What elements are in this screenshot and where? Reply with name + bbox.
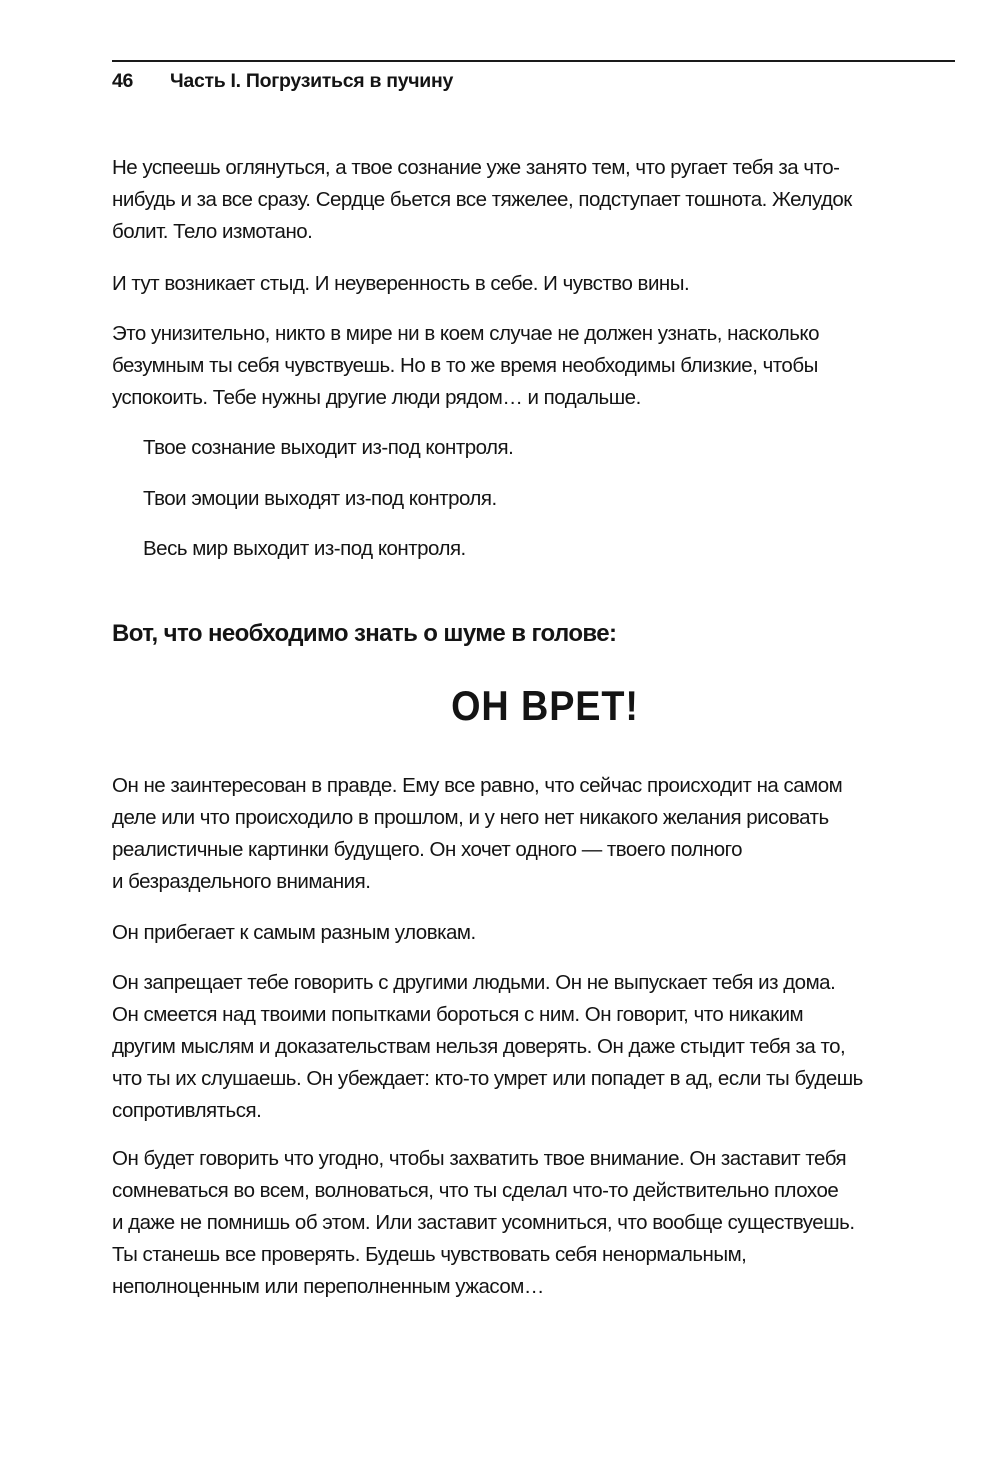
paragraph-4: [112, 770, 970, 898]
text-line: Он будет говорить что угодно, чтобы захватить твое внимание. Он заставит тебя: [112, 1147, 847, 1170]
running-head: [112, 70, 453, 93]
subheading: Вот, что необходимо знать о шуме в голове:: [112, 620, 617, 647]
display-heading: ОН ВРЕТ!: [451, 682, 639, 729]
header-rule: [112, 60, 955, 62]
text-line: реалистичные картинки будущего. Он хочет одного — твоего полного: [112, 838, 743, 861]
text-line: сомневаться во всем, волноваться, что ты сделал что-то действительно плохое: [112, 1179, 839, 1202]
text-line: сопротивляться.: [112, 1099, 262, 1122]
text-line: безумным ты себя чувствуешь. Но в то же время необходимы близкие, чтобы: [112, 354, 818, 377]
text-line: Весь мир выходит из-под контроля.: [143, 537, 466, 560]
paragraph-5: [112, 917, 970, 949]
text-line: успокоить. Тебе нужны другие люди рядом… и подальше.: [112, 386, 641, 409]
text-line: Твои эмоции выходят из-под контроля.: [143, 487, 497, 510]
paragraph-3: [112, 318, 970, 414]
paragraph-1: [112, 152, 970, 248]
text-line: неполноценным или переполненным ужасом…: [112, 1275, 544, 1298]
text-line: и безраздельного внимания.: [112, 870, 371, 893]
text-line: болит. Тело измотано.: [112, 220, 313, 243]
text-line: Он прибегает к самым разным уловкам.: [112, 921, 476, 944]
text-line: Твое сознание выходит из-под контроля.: [143, 436, 514, 459]
indented-line-1: [143, 432, 1000, 464]
text-line: деле или что происходило в прошлом, и у него нет никакого желания рисовать: [112, 806, 829, 829]
indented-line-3: [143, 533, 1000, 565]
text-line: что ты их слушаешь. Он убеждает: кто-то умрет или попадет в ад, если ты будешь: [112, 1067, 863, 1090]
text-line: другим мыслям и доказательствам нельзя доверять. Он даже стыдит тебя за то,: [112, 1035, 846, 1058]
text-line: Он запрещает тебе говорить с другими людьми. Он не выпускает тебя из дома.: [112, 971, 836, 994]
text-line: Не успеешь оглянуться, а твое сознание уже занято тем, что ругает тебя за что-: [112, 156, 840, 179]
running-title: Часть I. Погрузиться в пучину: [170, 70, 454, 92]
page-number: 46: [112, 70, 134, 92]
indented-line-2: [143, 483, 1000, 515]
text-line: Ты станешь все проверять. Будешь чувствовать себя ненормальным,: [112, 1243, 747, 1266]
paragraph-6: [112, 967, 970, 1127]
text-line: Он смеется над твоими попытками бороться с ним. Он говорит, что никаким: [112, 1003, 804, 1026]
text-line: Это унизительно, никто в мире ни в коем случае не должен узнать, насколько: [112, 322, 820, 345]
text-line: И тут возникает стыд. И неуверенность в себе. И чувство вины.: [112, 272, 690, 295]
text-line: нибудь и за все сразу. Сердце бьется все тяжелее, подступает тошнота. Желудок: [112, 188, 852, 211]
text-line: Он не заинтересован в правде. Ему все равно, что сейчас происходит на самом: [112, 774, 843, 797]
text-line: и даже не помнишь об этом. Или заставит усомниться, что вообще существуешь.: [112, 1211, 855, 1234]
paragraph-7: [112, 1143, 970, 1303]
paragraph-2: [112, 268, 970, 300]
